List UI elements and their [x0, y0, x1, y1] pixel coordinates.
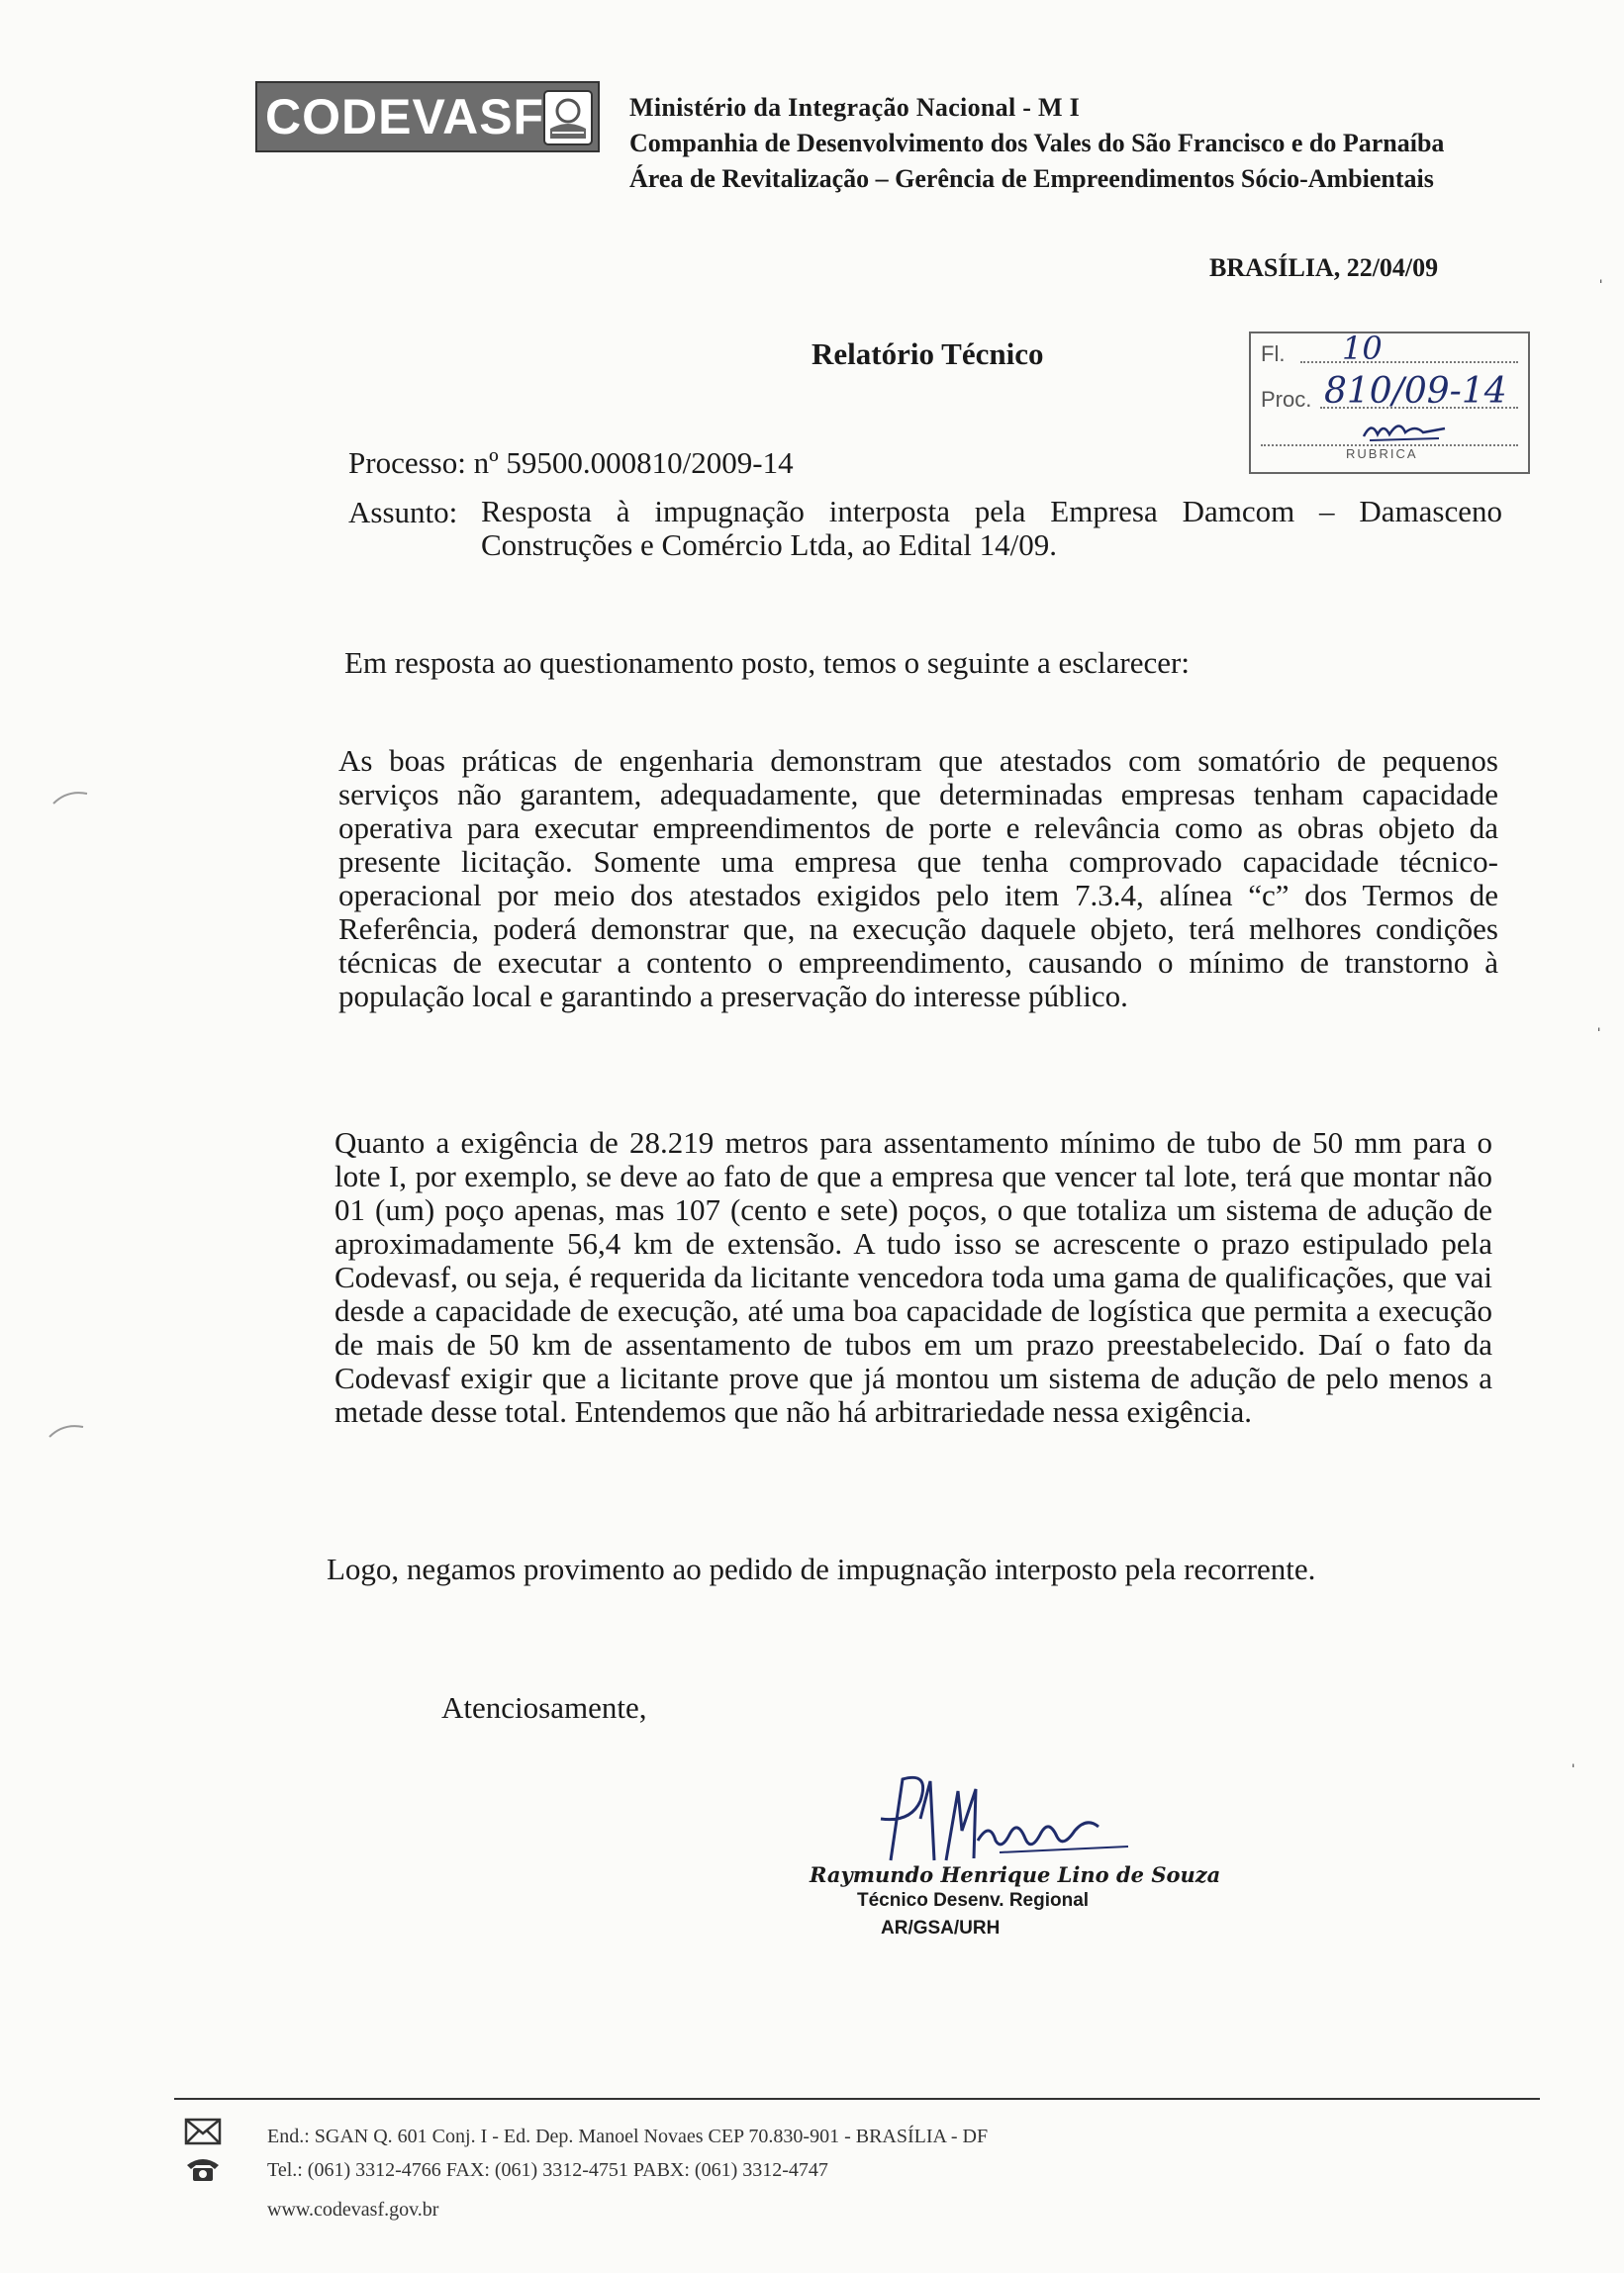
signatory-name: Raymundo Henrique Lino de Souza	[810, 1862, 1221, 1887]
codevasf-logo	[255, 81, 600, 152]
stamp-fl-value: 10	[1342, 330, 1383, 367]
stamp-fl-label: Fl.	[1261, 341, 1286, 366]
margin-mark: ˈ	[1597, 275, 1605, 300]
margin-mark: ˈ	[1570, 1759, 1577, 1784]
footer-website: www.codevasf.gov.br	[267, 2199, 439, 2221]
paragraph-2: Quanto a exigência de 28.219 metros para assentamento mínimo de tubo de 50 mm para o lote I, por exemplo, se deve ao fato de que a empresa que vencer tal lote, terá que montar não 01 (um) poço apenas, mas 107 (cento e sete) poços, o que totaliza um sistema de adução de aproximadamente 56,4 km de extensão. A tudo isso se acrescente o prazo estipulado pela Codevasf, ou seja, é requerida da licitante vencedora toda uma gama de qualificações, que vai desde a capacidade de execução, até uma boa capacidade de logística que permita a execução de mais de 50 km de assentamento de tubos em um prazo preestabelecido. Daí o fato da Codevasf exigir que a licitante prove que já montou um sistema de adução de pelo menos a metade desse total. Entendemos que não há arbitrariedade nessa exigência.	[334, 1125, 1492, 1429]
footer-phones: Tel.: (061) 3312-4766 FAX: (061) 3312-4751 PABX: (061) 3312-4747	[267, 2159, 828, 2181]
closing-text: Logo, negamos provimento ao pedido de impugnação interposto pela recorrente.	[327, 1552, 1316, 1586]
punch-hole-mark	[44, 1417, 103, 1457]
intro-text: Em resposta ao questionamento posto, temos o seguinte a esclarecer:	[344, 645, 1190, 680]
footer-divider	[174, 2098, 1540, 2100]
logo-text: CODEVASF	[265, 89, 545, 144]
stamp-initials-mark	[1360, 415, 1449, 444]
stamp-proc-label: Proc.	[1261, 387, 1312, 412]
signatory-unit: AR/GSA/URH	[881, 1918, 1001, 1939]
header-department: Área de Revitalização – Gerência de Empreendimentos Sócio-Ambientais	[629, 164, 1434, 193]
footer-address: End.: SGAN Q. 601 Conj. I - Ed. Dep. Manoel Novaes CEP 70.830-901 - BRASÍLIA - DF	[267, 2126, 989, 2147]
process-number: Processo: nº 59500.000810/2009-14	[348, 445, 794, 480]
signatory-role: Técnico Desenv. Regional	[857, 1890, 1090, 1911]
envelope-icon	[184, 2118, 222, 2145]
place-date: BRASÍLIA, 22/04/09	[1209, 253, 1439, 282]
subject-label: Assunto:	[348, 495, 458, 529]
stamp-fl-line	[1300, 361, 1518, 363]
header-company: Companhia de Desenvolvimento dos Vales do São Francisco e do Parnaíba	[629, 129, 1445, 157]
margin-mark: ˈ	[1595, 1023, 1603, 1048]
document-title: Relatório Técnico	[812, 336, 1044, 371]
paragraph-1: As boas práticas de engenharia demonstram que atestados com somatório de pequenos serviços não garantem, adequadamente, que determinadas empresas tenham capacidade operativa para executar empreendimentos de porte e relevância como as obras objeto da presente licitação. Somente uma empresa que tenha comprovado capacidade técnico-operacional por meio dos atestados exigidos pelo item 7.3.4, alínea “c” dos Termos de Referência, poderá demonstrar que, na execução daquele objeto, terá melhores condições técnicas de executar a contento o empreendimento, causando o mínimo de transtorno à população local e garantindo a preservação do interesse público.	[338, 743, 1498, 1013]
header-ministry: Ministério da Integração Nacional - M I	[629, 93, 1081, 122]
emblem-icon	[542, 89, 594, 146]
telephone-icon	[184, 2155, 222, 2183]
punch-hole-mark	[48, 784, 107, 823]
handwritten-signature	[851, 1761, 1148, 1870]
farewell-text: Atenciosamente,	[441, 1690, 647, 1725]
protocol-stamp	[1249, 331, 1530, 474]
stamp-rubrica-label: RUBRICA	[1346, 446, 1418, 461]
subject-text: Resposta à impugnação interposta pela Empresa Damcom – Damasceno Construções e Comércio Ltda, ao Edital 14/09.	[481, 494, 1502, 562]
stamp-proc-value: 810/09-14	[1324, 371, 1507, 412]
